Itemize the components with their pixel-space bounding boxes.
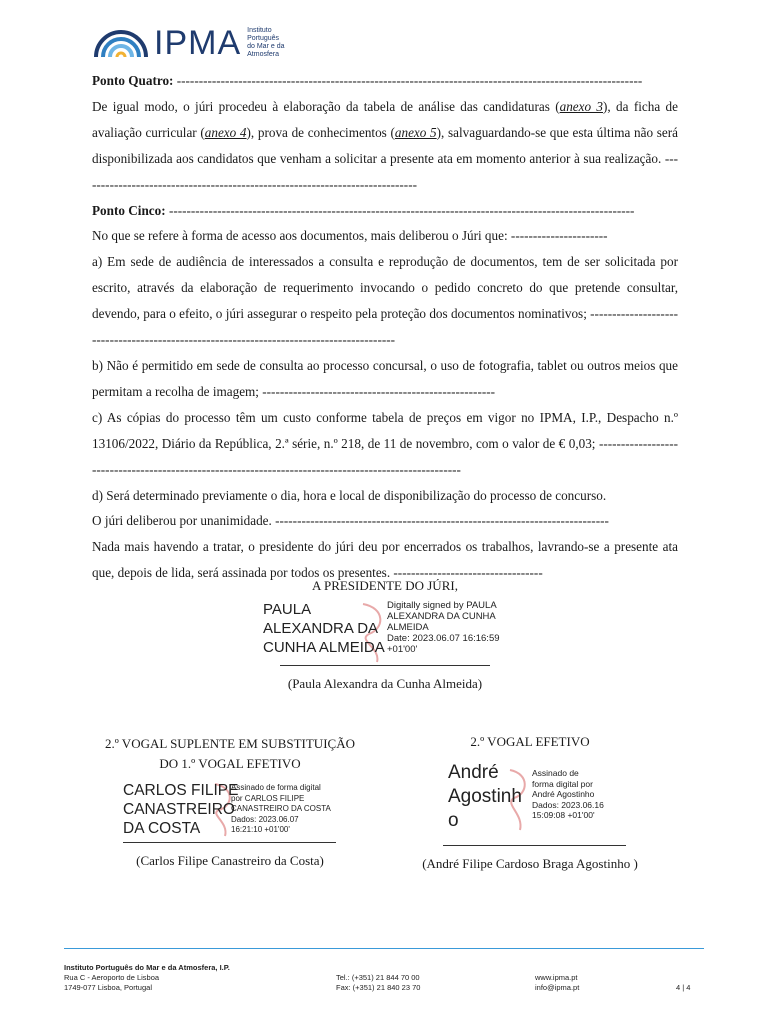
heading-ponto-quatro: Ponto Quatro: ---------------------------------------------------------------------------------------------------------- <box>92 73 643 88</box>
paragraph-unanimity: O júri deliberou por unanimidade. ---------------------------------------------------------------------------- <box>92 513 609 529</box>
president-signature-meta: Digitally signed by PAULA ALEXANDRA DA CUNHA ALMEIDA Date: 2023.06.07 16:16:59 +01'00' <box>387 600 500 655</box>
ipma-logo <box>92 26 284 60</box>
link-anexo-3[interactable]: anexo 3 <box>559 98 604 114</box>
footer-web <box>535 973 579 993</box>
vogal-efetivo-signature-name: André Agostinh o <box>448 762 522 831</box>
heading-ponto-cinco: Ponto Cinco: ---------------------------------------------------------------------------------------------------------- <box>92 202 635 218</box>
link-anexo-5[interactable]: anexo 5 <box>394 124 437 140</box>
paragraph-b: b) Não é permitido em sede de consulta ao processo concursal, o uso de fotografia, tablet ou outros meios que permitam a recolha de imagem; ----------------------------------------------------- <box>92 357 678 399</box>
vogal-efetivo-signature-meta: Assinado de forma digital por André Agostinho Dados: 2023.06.16 15:09:08 +01'00' <box>532 768 604 820</box>
president-printed-name: (Paula Alexandra da Cunha Almeida) <box>287 676 483 691</box>
vogal-efetivo-printed-name: (André Filipe Cardoso Braga Agostinho ) <box>422 856 638 871</box>
minutes-body <box>92 68 678 586</box>
vogal-suplente-signature-meta: Assinado de forma digital por CARLOS FILIPE CANASTREIRO DA COSTA Dados: 2023.06.07 16:21:10 +01'00' <box>231 783 331 834</box>
paragraph-d: d) Será determinado previamente o dia, hora e local de disponibilização do processo de concurso. <box>92 487 607 503</box>
president-signature-name: PAULA ALEXANDRA DA CUNHA ALMEIDA <box>263 601 385 656</box>
link-anexo-4[interactable]: anexo 4 <box>204 124 247 140</box>
vogal-suplente-signature-line <box>123 842 336 843</box>
footer-divider <box>64 948 704 949</box>
paragraph-access: No que se refere à forma de acesso aos documentos, mais deliberou o Júri que: ---------------------- <box>92 228 608 244</box>
footer-address: Instituto Português do Mar e da Atmosfera, I.P. Rua C - Aeroporto de Lisboa 1749-077 Lisboa, Portugal <box>64 963 230 992</box>
vogal-efetivo-heading: 2.º VOGAL EFETIVO <box>470 734 590 749</box>
paragraph-closing: Nada mais havendo a tratar, o presidente do júri deu por encerrados os trabalhos, lavrando-se a presente ata que, depois de lida, será assinada por todos os presentes. ---------------------------------- <box>92 539 678 581</box>
footer-email-link[interactable]: info@ipma.pt <box>535 983 580 992</box>
paragraph-c: c) As cópias do processo têm um custo conforme tabela de preços em vigor no IPMA, I.P., Despacho n.º 13106/2022, Diário da República, 2.ª série, n.º 218, de 11 de novembro, com o valor de € 0,03; ------------------------------------------------------------------------------------------------------ <box>92 409 678 477</box>
footer-phone: Tel.: (+351) 21 844 70 00 Fax: (+351) 21 840 23 70 <box>336 973 421 992</box>
logo-subtitle: Instituto Português do Mar e da Atmosfera <box>247 27 285 58</box>
vogal-suplente-heading: 2.º VOGAL SUPLENTE EM SUBSTITUIÇÃO DO 1.º VOGAL EFETIVO <box>105 736 355 771</box>
president-signature-line <box>280 665 490 666</box>
ipma-arcs-icon <box>92 27 150 59</box>
logo-wordmark: IPMA <box>154 24 242 62</box>
paragraph-a: a) Em sede de audiência de interessados a consulta e reprodução de documentos, tem de ser solicitada por escrito, através da elaboração de requerimento invocando o pedido concreto do que pretende consultar, devendo, para o efeito, o júri assegurar o respeito pela proteção dos documentos nominativos; ----------------------------------------------------------------------------------------- <box>92 254 678 348</box>
paragraph-ponto-quatro: De igual modo, o júri procedeu à elaboração da tabela de análise das candidaturas (anexo 3), da ficha de avaliação curricular (anexo 4), prova de conhecimentos (anexo 5), salvaguardando-se que esta última não será disponibilizada aos candidatos que venham a solicitar a presente ata em momento anterior à sua realização. ----------------------------------------------------------------------------- <box>92 98 678 192</box>
vogal-suplente-signature-name: CARLOS FILIPE CANASTREIRO DA COSTA <box>123 782 239 837</box>
president-heading: A PRESIDENTE DO JÚRI, <box>312 578 458 593</box>
vogal-efetivo-signature-line <box>443 845 626 846</box>
page-number: 4 | 4 <box>676 983 691 992</box>
footer-website-link[interactable]: www.ipma.pt <box>535 973 578 982</box>
vogal-suplente-printed-name: (Carlos Filipe Canastreiro da Costa) <box>136 853 324 868</box>
